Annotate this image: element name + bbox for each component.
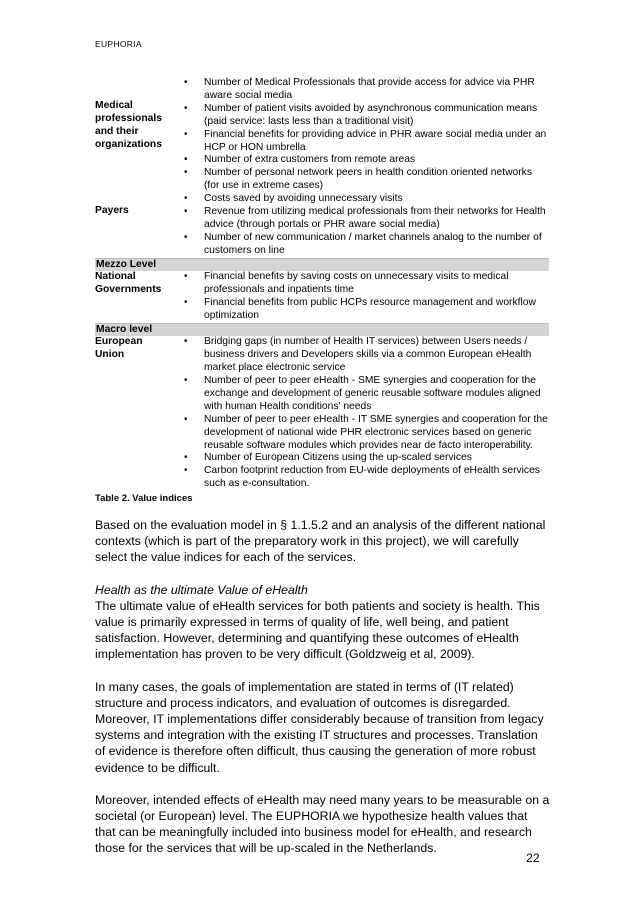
bullet-item: • Number of personal network peers in health condition oriented networks (for use in extreme cases) <box>175 167 549 193</box>
body-paragraph <box>95 679 550 776</box>
table-row-label <box>95 193 175 258</box>
body-paragraph <box>95 792 550 857</box>
paragraph-subheading: Health as the ultimate Value of eHealth <box>95 582 308 597</box>
paragraph-text: Based on the evaluation model in § 1.1.5.2 and an analysis of the different national contexts (which is part of the preparatory work in this project), we will carefully select the value indices for each of the services. <box>95 518 546 565</box>
table-row-bullets <box>175 336 549 491</box>
bullet-item: • Revenue from utilizing medical professionals from their networks for Health advice (through portals or PHR aware social media) <box>175 206 549 232</box>
table-row-bullets <box>175 77 549 193</box>
bullet-item: • Costs saved by avoiding unnecessary visits <box>175 193 549 206</box>
table-caption: Table 2. Value indices <box>95 493 193 504</box>
bullet-item: • Number of Medical Professionals that provide access for advice via PHR aware social media <box>175 77 549 103</box>
table-row-label-line: Governments <box>95 284 162 296</box>
body-paragraph <box>95 582 550 663</box>
body-paragraph <box>95 517 550 566</box>
bullet-item: • Financial benefits by saving costs on unnecessary visits to medical professionals and inpatients time <box>175 271 549 297</box>
table-row-label-line: professionals <box>95 112 162 124</box>
table-row-label-line: Union <box>95 349 125 361</box>
table-row-label-line: Payers <box>95 205 129 217</box>
table-row-label-line: European <box>95 336 143 348</box>
table-row-bullets <box>175 193 549 258</box>
table-row-label <box>95 77 175 193</box>
table-section-heading: Mezzo Level <box>95 258 549 271</box>
bullet-item: • Number of European Citizens using the up-scaled services <box>175 452 549 465</box>
table-section-heading: Macro level <box>95 323 549 336</box>
body-text <box>95 517 550 873</box>
bullet-item: • Number of new communication / market channels analog to the number of customers on line <box>175 232 549 258</box>
page-number: 22 <box>526 851 540 865</box>
bullet-item: • Carbon footprint reduction from EU-wide deployments of eHealth services such as e-consultation. <box>175 465 549 491</box>
bullet-item: • Bridging gaps (in number of Health IT services) between Users needs / business drivers and Developers skills via a common European eHealth market place electronic service <box>175 336 549 375</box>
table-row-label-line: Medical <box>95 100 133 111</box>
table-row-bullets <box>175 271 549 323</box>
paragraph-text: Moreover, intended effects of eHealth may need many years to be measurable on a societal (or European) level. The EUPHORIA we hypothesize health values that that can be meaningfully included into business model for eHealth, and research those for the services that will be up-scaled in the Netherlands. <box>95 792 550 856</box>
bullet-item: • Number of extra customers from remote areas <box>175 154 549 167</box>
value-indices-table <box>95 77 549 491</box>
table-row-label <box>95 336 175 491</box>
paragraph-text: In many cases, the goals of implementation are stated in terms of (IT related) structure and process indicators, and evaluation of outcomes is disregarded. Moreover, IT implementations differ considerably because of transition from legacy systems and integration with the existing IT structures and processes. Translation of evidence is therefore often difficult, thus causing the generation of more robust evidence to be difficult. <box>95 679 544 775</box>
paragraph-text: The ultimate value of eHealth services for both patients and society is health. This value is primarily expressed in terms of quality of life, well being, and patient satisfaction. However, determining and quantifying these outcomes of eHealth implementation has proven to be very difficult (Goldzweig et al, 2009). <box>95 598 540 662</box>
table-row-label-line: and their <box>95 125 139 137</box>
running-header: EUPHORIA <box>95 39 142 49</box>
bullet-item: • Number of patient visits avoided by asynchronous communication means (paid service: lasts less than a traditional visit) <box>175 103 549 129</box>
table-row-label-line: organizations <box>95 138 162 150</box>
bullet-item: • Number of peer to peer eHealth - IT SME synergies and cooperation for the development of national wide PHR electronic services based on generic reusable software modules which provides near de facto interoperability. <box>175 414 549 453</box>
table-row-label <box>95 271 175 323</box>
bullet-item: • Number of peer to peer eHealth - SME synergies and cooperation for the exchange and development of generic reusable software modules aligned with human Health conditions' needs <box>175 375 549 414</box>
table-row-label-line: National <box>95 271 136 283</box>
bullet-item: • Financial benefits for providing advice in PHR aware social media under an HCP or HON umbrella <box>175 129 549 155</box>
bullet-item: • Financial benefits from public HCPs resource management and workflow optimization <box>175 297 549 323</box>
